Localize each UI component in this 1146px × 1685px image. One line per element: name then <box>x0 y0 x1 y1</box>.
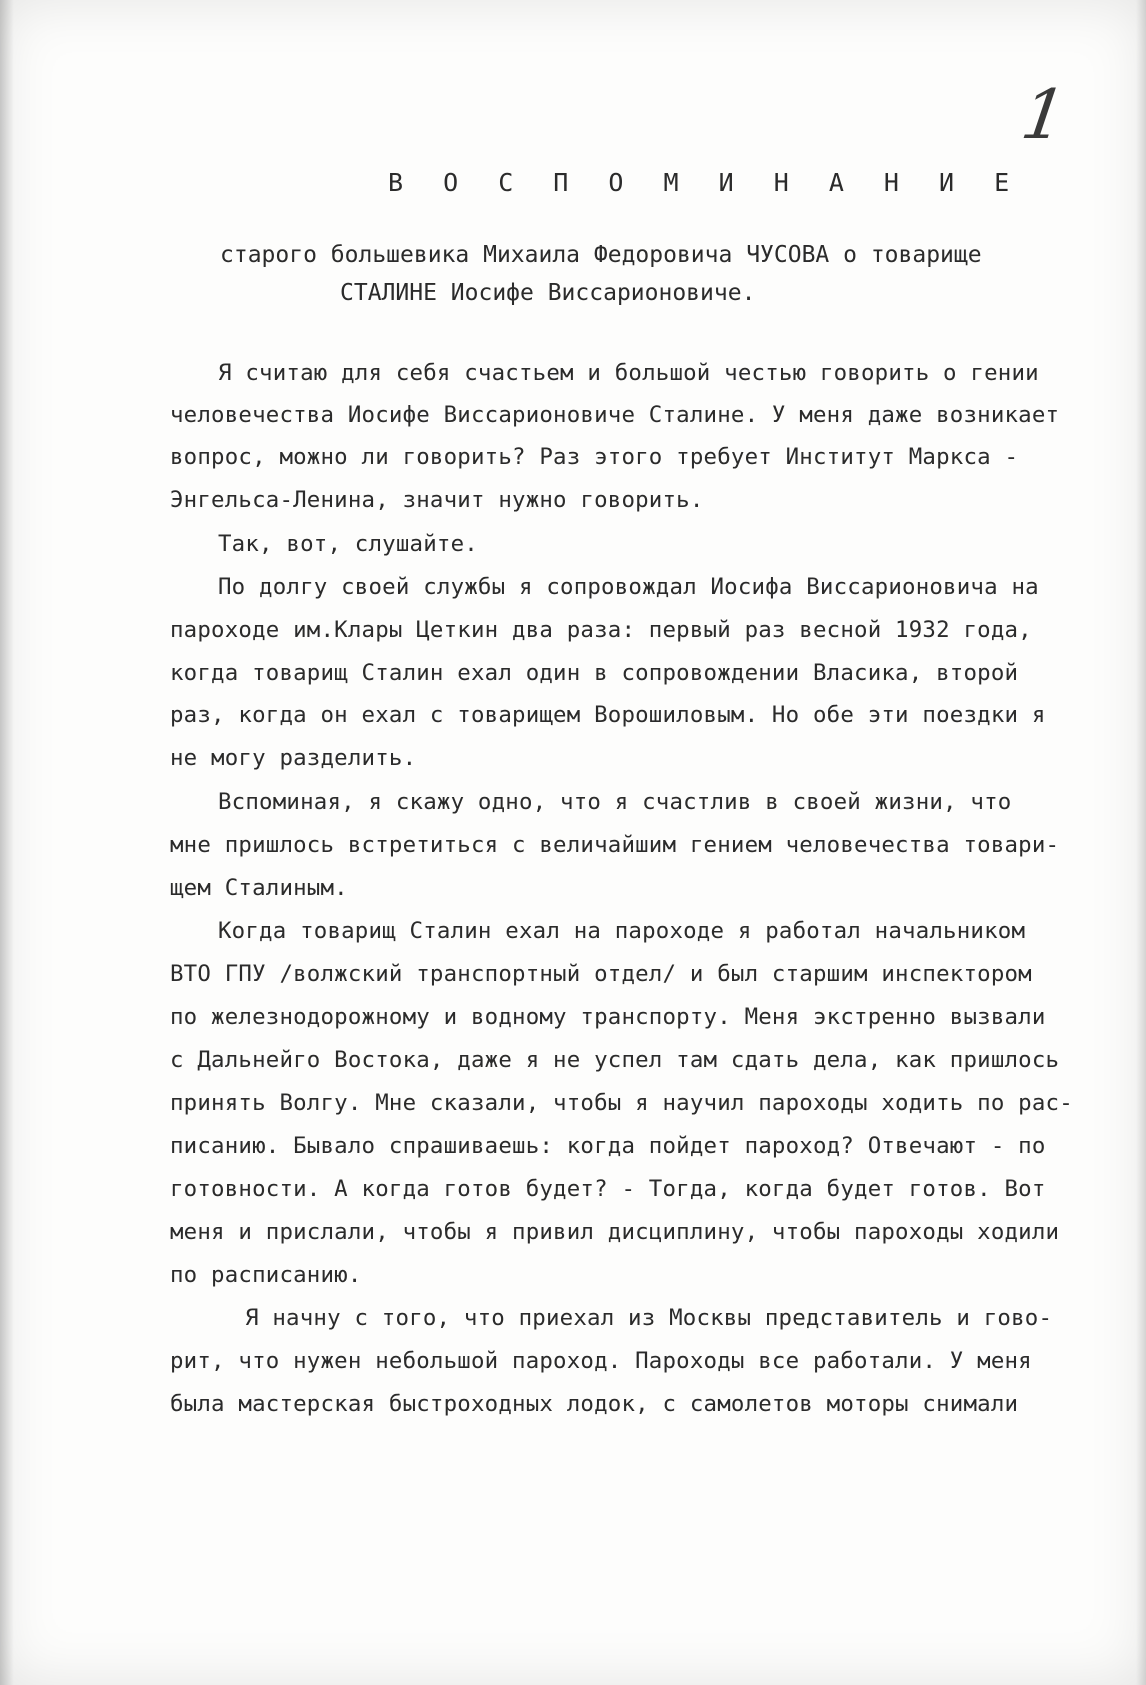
body-line: мне пришлось встретиться с величайшим гением человечества товари- <box>170 832 1060 858</box>
handwritten-page-number: 1 <box>1016 76 1071 155</box>
body-line: Я считаю для себя счастьем и большой честью говорить о гении <box>218 360 1039 386</box>
body-line: щем Сталиным. <box>170 875 348 901</box>
body-line: была мастерская быстроходных лодок, с самолетов моторы снимали <box>170 1391 1019 1417</box>
body-line: Когда товарищ Сталин ехал на пароходе я работал начальником <box>218 918 1026 944</box>
body-line: по железнодорожному и водному транспорту. Меня экстренно вызвали <box>170 1004 1046 1030</box>
body-line: когда товарищ Сталин ехал один в сопровождении Власика, второй <box>170 660 1019 686</box>
body-line: с Дальнейго Востока, даже я не успел там сдать дела, как пришлось <box>170 1047 1060 1073</box>
body-line: Вспоминая, я скажу одно, что я счастлив в своей жизни, что <box>218 789 1012 815</box>
scan-shadow-right <box>1136 0 1146 1685</box>
body-line: писанию. Бывало спрашиваешь: когда пойдет пароход? Отвечают - по <box>170 1133 1046 1159</box>
body-line: пароходе им.Клары Цеткин два раза: первый раз весной 1932 года, <box>170 617 1032 643</box>
body-line: Так, вот, слушайте. <box>218 531 478 557</box>
body-line: раз, когда он ехал с товарищем Ворошиловым. Но обе эти поездки я <box>170 702 1046 728</box>
subtitle-line-2: СТАЛИНЕ Иосифе Виссарионовиче. <box>340 280 756 306</box>
body-line: по расписанию. <box>170 1262 362 1288</box>
body-line: Энгельса-Ленина, значит нужно говорить. <box>170 487 704 513</box>
body-line: По долгу своей службы я сопровождал Иосифа Виссарионовича на <box>218 574 1039 600</box>
subtitle-line-1: старого большевика Михаила Федоровича ЧУСОВА о товарище <box>220 242 982 268</box>
body-line: рит, что нужен небольшой пароход. Пароходы все работали. У меня <box>170 1348 1032 1374</box>
body-line: человечества Иосифе Виссарионовиче Сталине. У меня даже возникает <box>170 402 1060 428</box>
body-line: не могу разделить. <box>170 745 417 771</box>
document-title: В О С П О М И Н А Н И Е <box>388 168 1022 197</box>
body-line: вопрос, можно ли говорить? Раз этого требует Институт Маркса - <box>170 444 1019 470</box>
body-line: Я начну с того, что приехал из Москвы представитель и гово- <box>245 1305 1053 1331</box>
scan-shadow-left <box>0 0 14 1685</box>
body-line: меня и прислали, чтобы я привил дисциплину, чтобы пароходы ходили <box>170 1219 1060 1245</box>
body-line: ВТО ГПУ /волжский транспортный отдел/ и был старшим инспектором <box>170 961 1032 987</box>
body-line: готовности. А когда готов будет? - Тогда, когда будет готов. Вот <box>170 1176 1046 1202</box>
body-line: принять Волгу. Мне сказали, чтобы я научил пароходы ходить по рас- <box>170 1090 1073 1116</box>
